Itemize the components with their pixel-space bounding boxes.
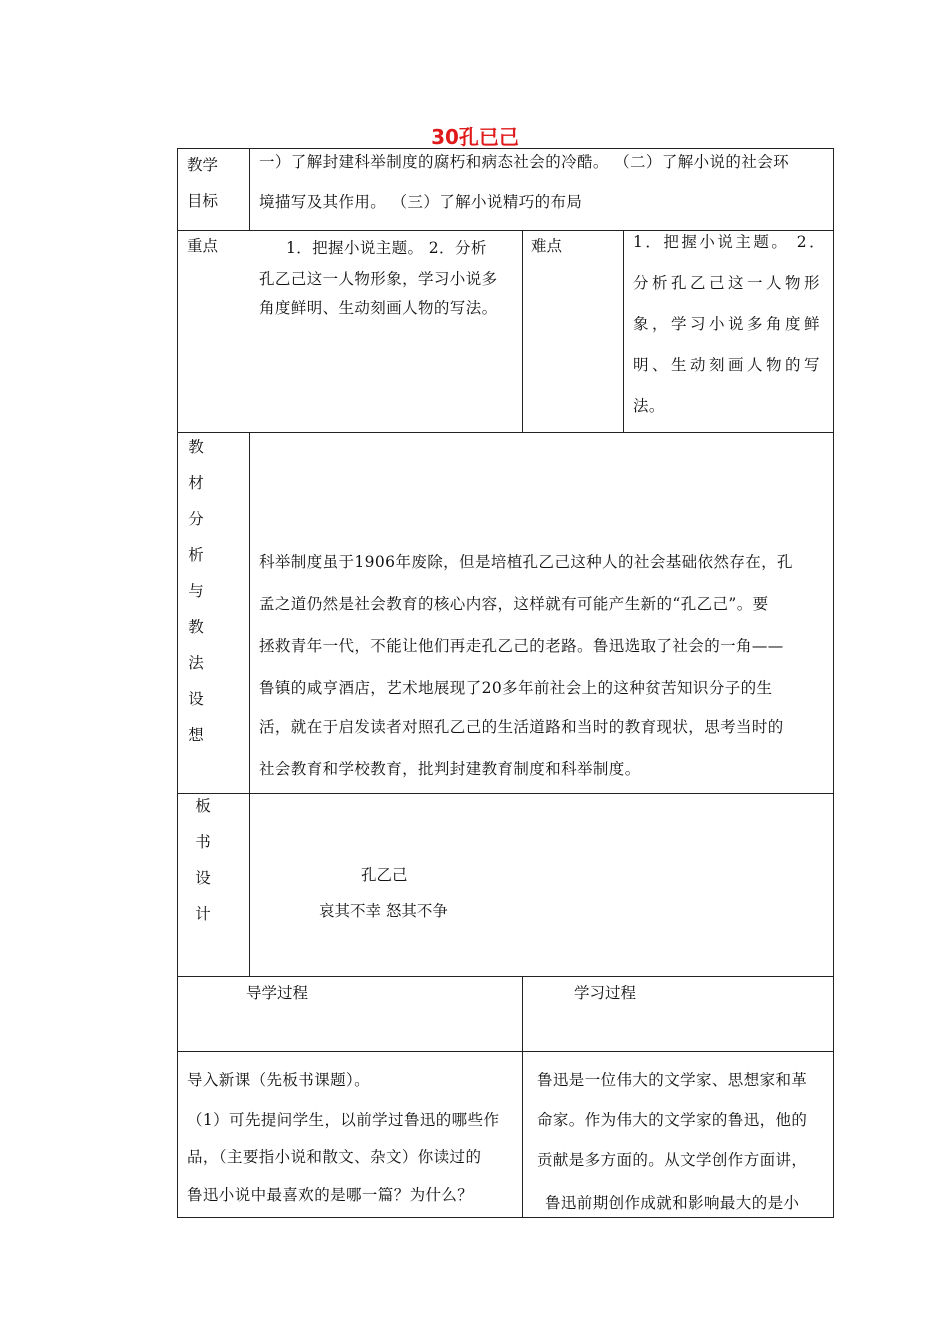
guide-line3: 品，（主要指小说和散文、杂文）你读过的 (187, 1148, 482, 1166)
guide-line1: 导入新课（先板书课题）。 (187, 1071, 371, 1089)
analysis-line4: 鲁镇的咸亨酒店，艺术地展现了20多年前社会上的这种贫苦知识分子的生 (259, 679, 773, 697)
key-points-line1: 1．把握小说主题。 2．分析 (286, 239, 487, 257)
key-points-line2: 孔乙己这一人物形象，学习小说多 (259, 270, 498, 288)
difficulties-line2: 分析孔乙己这一人物形 (633, 274, 824, 292)
column-divider (623, 230, 624, 432)
difficulties-line1: 1．把握小说主题。 2． (633, 233, 828, 251)
analysis-line2: 孟之道仍然是社会教育的核心内容，这样就有可能产生新的“孔乙己”。要 (259, 595, 769, 613)
difficulties-label: 难点 (531, 237, 563, 255)
guide-process-header: 导学过程 (246, 984, 309, 1002)
learn-line1: 鲁迅是一位伟大的文学家、思想家和革 (537, 1071, 808, 1089)
learn-line3: 贡献是多方面的。从文学创作方面讲， (537, 1151, 808, 1169)
learn-line2: 命家。作为伟大的文学家的鲁迅，他的 (537, 1111, 808, 1129)
row-divider (177, 976, 834, 977)
difficulties-line3: 象，学习小说多角度鲜 (633, 315, 824, 333)
learn-process-header: 学习过程 (574, 984, 637, 1002)
difficulties-line5: 法。 (633, 397, 665, 415)
guide-line2: （1）可先提问学生，以前学过鲁迅的哪些作 (187, 1111, 500, 1129)
goals-text-line2: 境描写及其作用。 （三）了解小说精巧的布局 (259, 193, 583, 211)
analysis-line3: 拯救青年一代，不能让他们再走孔乙己的老路。鲁迅选取了社会的一角—— (259, 637, 784, 655)
board-subheading: 哀其不幸 怒其不争 (319, 902, 448, 920)
key-points-label: 重点 (187, 237, 219, 255)
difficulties-line4: 明、生动刻画人物的写 (633, 356, 824, 374)
document-title: 30孔已己 (431, 125, 519, 149)
goals-label-line1: 教学 (187, 156, 219, 174)
key-points-line3: 角度鲜明、生动刻画人物的写法。 (259, 299, 498, 317)
board-label: 板 书 设 计 (195, 797, 211, 923)
analysis-label: 教 材 分 析 与 教 法 设 想 (188, 438, 204, 744)
column-divider (249, 432, 250, 976)
board-heading: 孔乙己 (361, 866, 408, 884)
analysis-line5: 活，就在于启发读者对照孔乙己的生活道路和当时的教育现状，思考当时的 (259, 718, 784, 736)
row-divider (177, 793, 834, 794)
row-divider (177, 432, 834, 433)
guide-line4: 鲁迅小说中最喜欢的是哪一篇？为什么？ (187, 1186, 474, 1204)
learn-line4: 鲁迅前期创作成就和影响最大的是小 (545, 1194, 800, 1212)
column-divider (522, 230, 523, 432)
analysis-line1: 科举制度虽于1906年废除，但是培植孔乙己这种人的社会基础依然存在，孔 (259, 553, 793, 571)
goals-text-line1: 一）了解封建科举制度的腐朽和病态社会的冷酷。 （二）了解小说的社会环 (259, 153, 790, 171)
column-divider (249, 148, 250, 230)
column-divider (522, 976, 523, 1218)
row-divider (177, 1051, 834, 1052)
goals-label-line2: 目标 (187, 192, 219, 210)
analysis-line6: 社会教育和学校教育，批判封建教育制度和科举制度。 (259, 760, 641, 778)
